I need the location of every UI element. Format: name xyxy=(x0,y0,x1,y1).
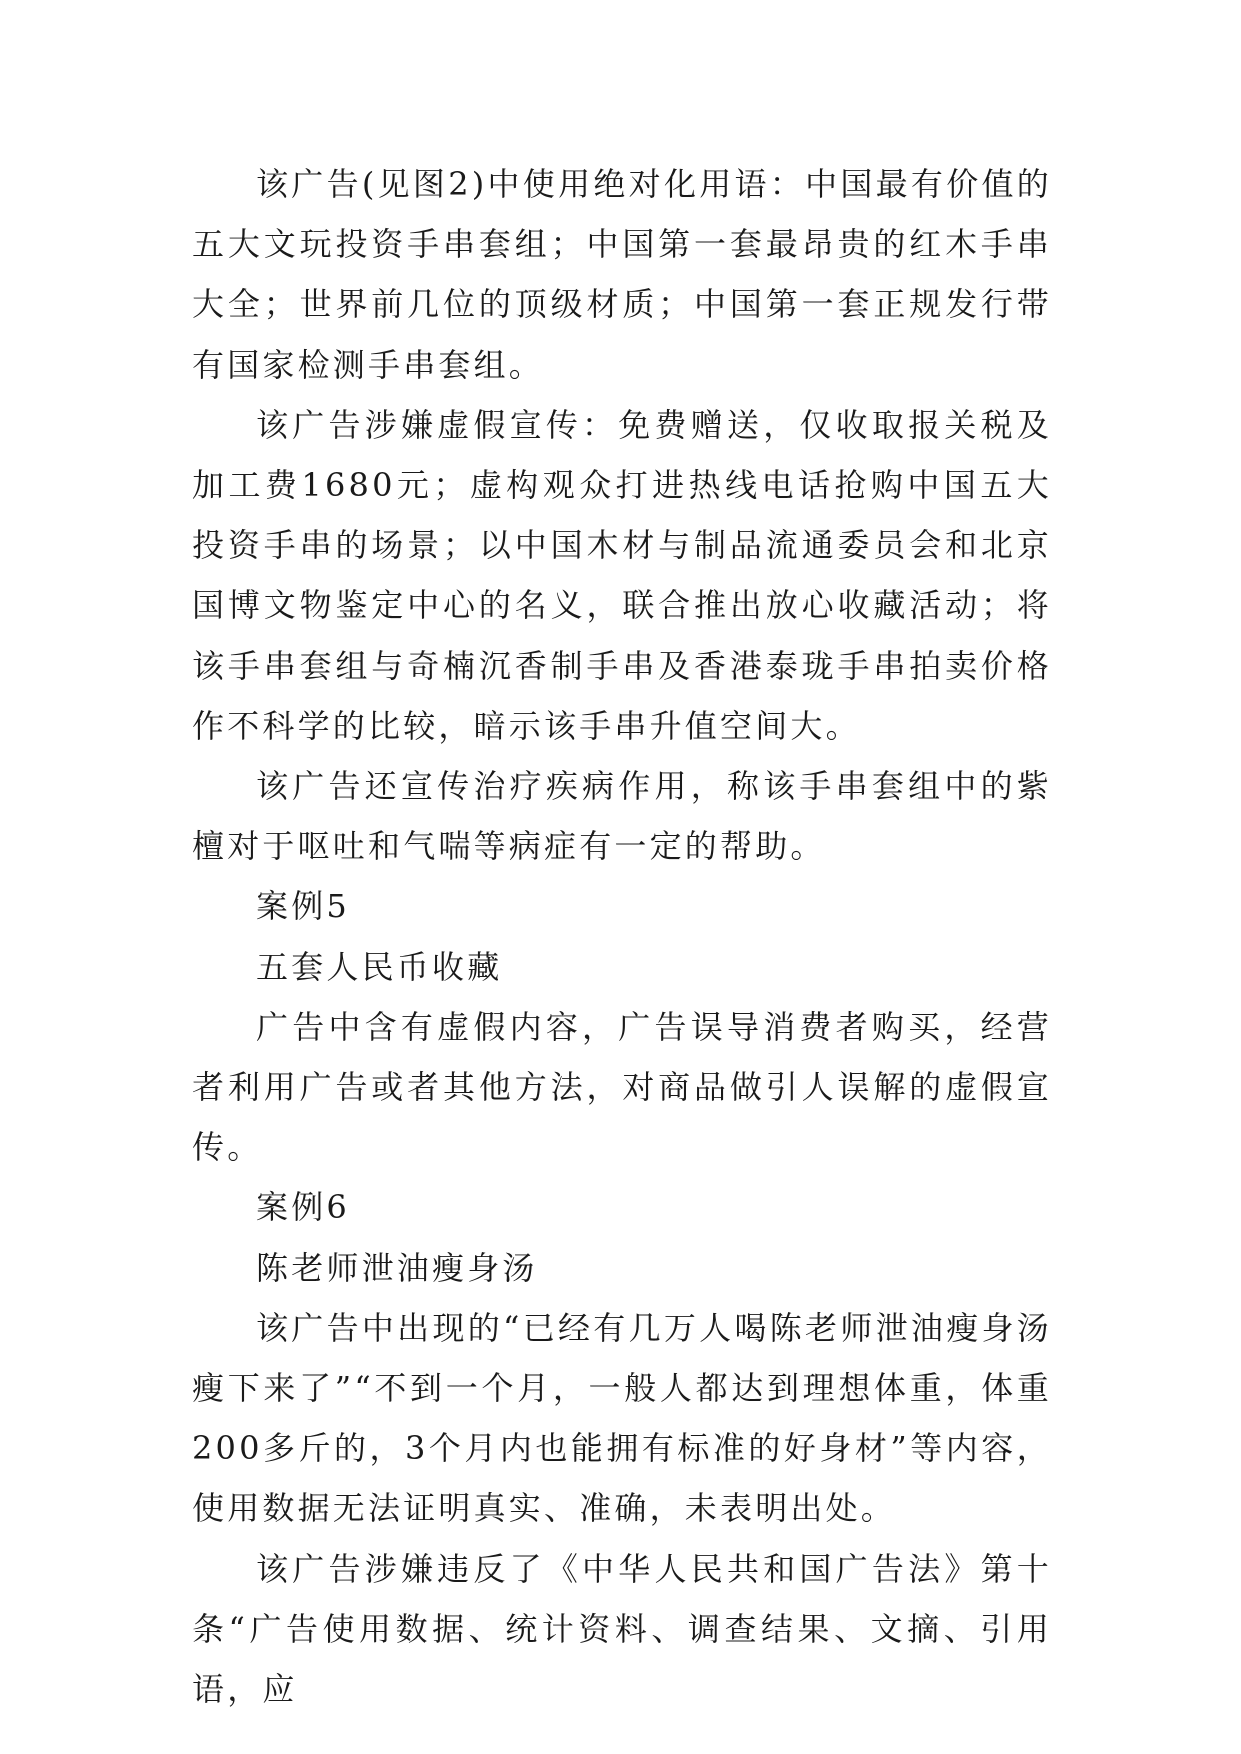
document-body xyxy=(192,154,1052,1719)
paragraph-case-5-description: 广告中含有虚假内容，广告误导消费者购买，经营者利用广告或者其他方法，对商品做引人误解的虚假宣传。 xyxy=(192,1007,1052,1167)
paragraph-ad-medical-claims: 该广告还宣传治疗疾病作用，称该手串套组中的紫檀对于呕吐和气喘等病症有一定的帮助。 xyxy=(192,767,1052,866)
case-5-title: 五套人民币收藏 xyxy=(256,947,503,986)
case-5-heading: 案例5 xyxy=(256,887,350,926)
paragraph-case-6-law-violation: 该广告涉嫌违反了《中华人民共和国广告法》第十条“广告使用数据、统计资料、调查结果、文摘、引用语，应 xyxy=(192,1549,1052,1709)
case-6-title: 陈老师泄油瘦身汤 xyxy=(256,1248,538,1287)
case-6-heading: 案例6 xyxy=(256,1188,350,1227)
paragraph-ad-false-publicity: 该广告涉嫌虚假宣传：免费赠送，仅收取报关税及加工费1680元；虚构观众打进热线电话抢购中国五大投资手串的场景；以中国木材与制品流通委员会和北京国博文物鉴定中心的名义，联合推出放心收藏活动；将该手串套组与奇楠沉香制手串及香港泰珑手串拍卖价格作不科学的比较，暗示该手串升值空间大。 xyxy=(192,405,1052,745)
paragraph-ad-absolute-terms: 该广告(见图2)中使用绝对化用语：中国最有价值的五大文玩投资手串套组；中国第一套最昂贵的红木手串大全；世界前几位的顶级材质；中国第一套正规发行带有国家检测手串套组。 xyxy=(192,165,1052,384)
paragraph-case-6-description: 该广告中出现的“已经有几万人喝陈老师泄油瘦身汤瘦下来了”“不到一个月，一般人都达到理想体重，体重200多斤的，3个月内也能拥有标准的好身材”等内容，使用数据无法证明真实、准确，未表明出处。 xyxy=(192,1308,1052,1528)
